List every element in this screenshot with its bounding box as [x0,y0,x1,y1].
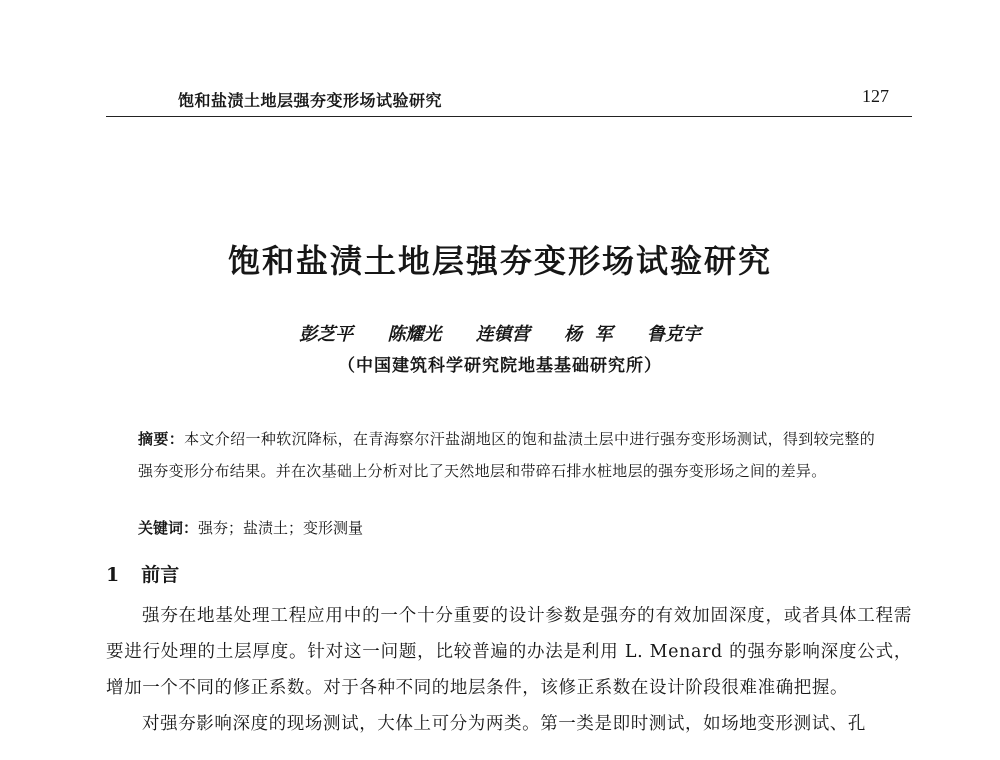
article-title: 饱和盐渍土地层强夯变形场试验研究 [227,242,772,280]
section-title: 前言 [141,564,180,586]
page-number: 127 [862,86,889,106]
author-list [0,320,1000,346]
author-affiliation: （中国建筑科学研究院地基基础研究所） [338,356,662,376]
author-name: 彭芝平 [299,324,354,345]
author-name: 陈耀光 [387,324,442,345]
header-rule [106,116,912,117]
keywords [138,513,363,543]
author-name: 杨 军 [564,324,613,345]
keywords-text: 强夯；盐渍土；变形测量 [198,519,364,537]
abstract-label: 摘要： [138,430,185,448]
abstract-text: 本文介绍一种软沉降标，在青海察尔汗盐湖地区的饱和盐渍土层中进行强夯变形场测试，得到较完整的强夯变形分布结果。并在次基础上分析对比了天然地层和带碎石排水桩地层的强夯变形场之间的差异。 [138,430,875,480]
abstract [138,423,875,487]
keywords-label: 关键词： [138,519,199,537]
author-name: 鲁克宇 [646,324,701,345]
body-text [106,598,912,742]
running-head-title: 饱和盐渍土地层强夯变形场试验研究 [177,91,442,110]
body-paragraph: 强夯在地基处理工程应用中的一个十分重要的设计参数是强夯的有效加固深度，或者具体工程需要进行处理的土层厚度。针对这一问题，比较普遍的办法是利用 L. Menard 的强夯影响深度公式，增加一个不同的修正系数。对于各种不同的地层条件，该修正系数在设计阶段很难准确把握。 [106,606,912,698]
section-heading [106,560,179,587]
author-name: 连镇营 [475,324,530,345]
section-number: 1 [106,564,120,586]
body-paragraph: 对强夯影响深度的现场测试，大体上可分为两类。第一类是即时测试，如场地变形测试、孔 [142,714,866,734]
